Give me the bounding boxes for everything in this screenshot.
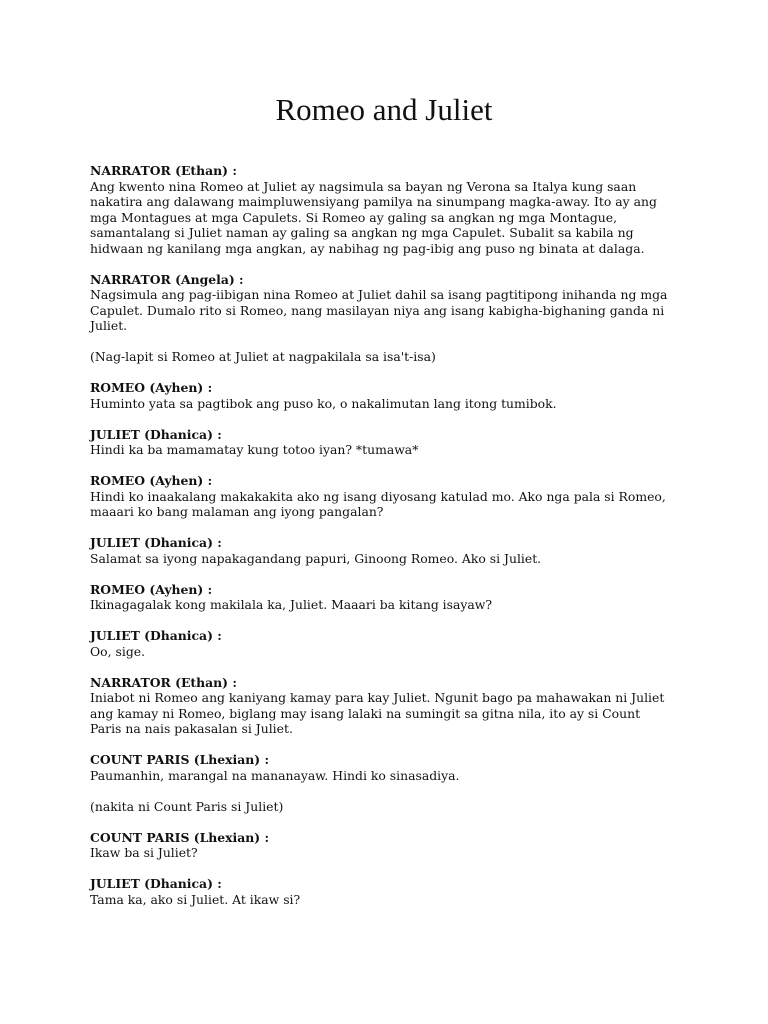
- stage-direction: [90, 349, 690, 365]
- dialogue-line: maaari ko bang malaman ang iyong pangalan?: [90, 504, 384, 519]
- dialogue-line: Ang kwento nina Romeo at Juliet ay nagsimula sa bayan ng Verona sa Italya kung saan: [90, 178, 637, 194]
- dialogue-line: Hindi ko inaakalang makakakita ako ng isang diyosang katulad mo. Ako nga pala si Romeo,: [90, 488, 666, 504]
- dialogue-line: Hindi ka ba mamamatay kung totoo iyan? *tumawa*: [90, 442, 419, 457]
- speaker-name: NARRATOR (Ethan) :: [90, 163, 237, 178]
- dialogue-line: Salamat sa iyong napakagandang papuri, Ginoong Romeo. Ako si Juliet.: [90, 550, 542, 566]
- dialogue-line: Huminto yata sa pagtibok ang puso ko, o nakalimutan lang itong tumibok.: [90, 395, 557, 411]
- speaker-name: ROMEO (Ayhen) :: [90, 581, 213, 597]
- dialogue-block: [90, 473, 690, 520]
- dialogue-block: [90, 628, 690, 659]
- speaker-name: COUNT PARIS (Lhexian) :: [90, 752, 270, 767]
- dialogue-block: [90, 163, 690, 256]
- dialogue-line: ang kamay ni Romeo, biglang may isang lalaki na sumingit sa gitna nila, ito ay si Count: [90, 705, 641, 721]
- speaker-name: JULIET (Dhanica) :: [90, 876, 222, 891]
- dialogue-line: Tama ka, ako si Juliet. At ikaw si?: [90, 891, 301, 907]
- dialogue-block: [90, 272, 690, 334]
- speaker-name: ROMEO (Ayhen) :: [90, 473, 213, 488]
- speaker-name: NARRATOR (Angela) :: [90, 271, 244, 287]
- dialogue-line: mga Montagues at mga Capulets. Si Romeo ay galing sa angkan ng mga Montague,: [90, 209, 618, 225]
- dialogue-line: nakatira ang dalawang maimpluwensiyang pamilya na sinumpang magka-away. Ito ay ang: [90, 194, 657, 209]
- script-body: [90, 163, 690, 923]
- dialogue-line: samantalang si Juliet naman ay galing sa angkan ng mga Capulet. Subalit sa kabila ng: [90, 225, 634, 240]
- dialogue-line: Paumanhin, marangal na mananayaw. Hindi ko sinasadiya.: [90, 767, 460, 783]
- speaker-name: NARRATOR (Ethan) :: [90, 674, 237, 690]
- speaker-name: JULIET (Dhanica) :: [90, 426, 222, 442]
- dialogue-block: [90, 752, 690, 783]
- dialogue-block: [90, 427, 690, 458]
- dialogue-line: Juliet.: [90, 318, 128, 333]
- dialogue-block: [90, 876, 690, 907]
- dialogue-line: Paris na nais pakasalan si Juliet.: [90, 721, 293, 736]
- speaker-name: JULIET (Dhanica) :: [90, 628, 222, 643]
- dialogue-line: hidwaan ng kanilang mga angkan, ay nabihag ng pag-ibig ang puso ng binata at dalaga.: [90, 240, 645, 256]
- stage-direction: [90, 799, 690, 815]
- dialogue-line: Ikaw ba si Juliet?: [90, 845, 198, 860]
- document-title: Romeo and Juliet: [275, 92, 493, 127]
- dialogue-block: [90, 830, 690, 861]
- speaker-name: ROMEO (Ayhen) :: [90, 380, 213, 395]
- dialogue-line: Nagsimula ang pag-iibigan nina Romeo at Juliet dahil sa isang pagtitipong inihanda ng mga: [90, 287, 668, 302]
- stage-direction-text: (Nag-lapit si Romeo at Juliet at nagpakilala sa isa't-isa): [90, 349, 436, 364]
- dialogue-line: Oo, sige.: [90, 643, 146, 659]
- dialogue-line: Capulet. Dumalo rito si Romeo, nang masilayan niya ang isang kabigha-bighaning ganda ni: [90, 302, 665, 318]
- dialogue-block: [90, 675, 690, 737]
- dialogue-block: [90, 535, 690, 566]
- speaker-name: JULIET (Dhanica) :: [90, 535, 222, 550]
- dialogue-block: [90, 380, 690, 411]
- dialogue-block: [90, 582, 690, 613]
- dialogue-line: Ikinagagalak kong makilala ka, Juliet. Maaari ba kitang isayaw?: [90, 597, 493, 612]
- dialogue-line: Iniabot ni Romeo ang kaniyang kamay para kay Juliet. Ngunit bago pa mahawakan ni Juliet: [90, 690, 665, 705]
- speaker-name: COUNT PARIS (Lhexian) :: [90, 829, 270, 845]
- stage-direction-text: (nakita ni Count Paris si Juliet): [90, 798, 284, 814]
